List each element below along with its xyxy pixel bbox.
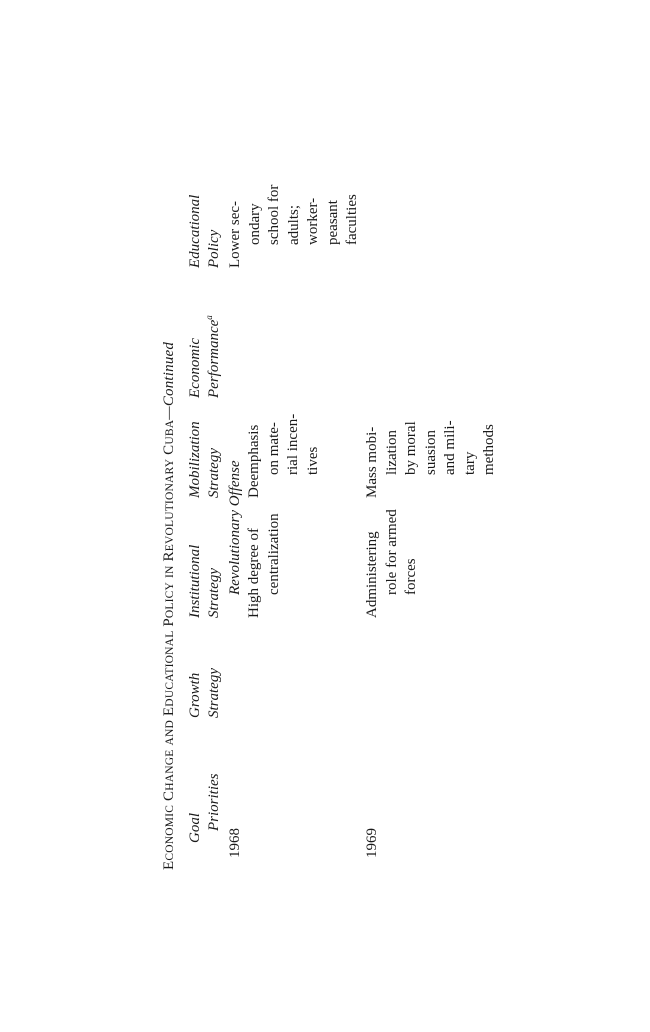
row-1969-mobilization: Mass mobi- lization by moral suasion and mili- tary methods bbox=[364, 420, 497, 498]
row-1969-institutional: Administering role for armed forces bbox=[364, 509, 419, 618]
row-1968-educational: Lower sec- ondary school for adults; worker- peasant faculties bbox=[227, 184, 360, 268]
period-label: Revolutionary Offense bbox=[227, 460, 243, 595]
header-educational-policy: Educational Policy bbox=[187, 194, 222, 268]
header-economic-performance: Economic Performance$^a$ bbox=[187, 315, 222, 398]
row-1968-mobilization: Deemphasis on mate- rial incen- tives bbox=[246, 413, 321, 498]
row-year-1969: 1969 bbox=[364, 828, 380, 858]
row-year-1968: 1968 bbox=[227, 828, 243, 858]
header-growth-strategy: Growth Strategy bbox=[187, 668, 222, 718]
header-institutional-strategy: Institutional Strategy bbox=[187, 544, 222, 618]
table-title: ECONOMIC CHANGE AND EDUCATIONAL POLICY IN REVOLUTIONARY CUBA—Continued bbox=[161, 341, 177, 870]
header-goal-priorities: Goal Priorities bbox=[187, 773, 222, 843]
row-1968-institutional: High degree of centralization bbox=[246, 513, 282, 618]
rotated-table-page bbox=[160, 150, 500, 870]
footnote-marker: a bbox=[204, 315, 214, 320]
header-mobilization-strategy: Mobilization Strategy bbox=[187, 421, 222, 498]
